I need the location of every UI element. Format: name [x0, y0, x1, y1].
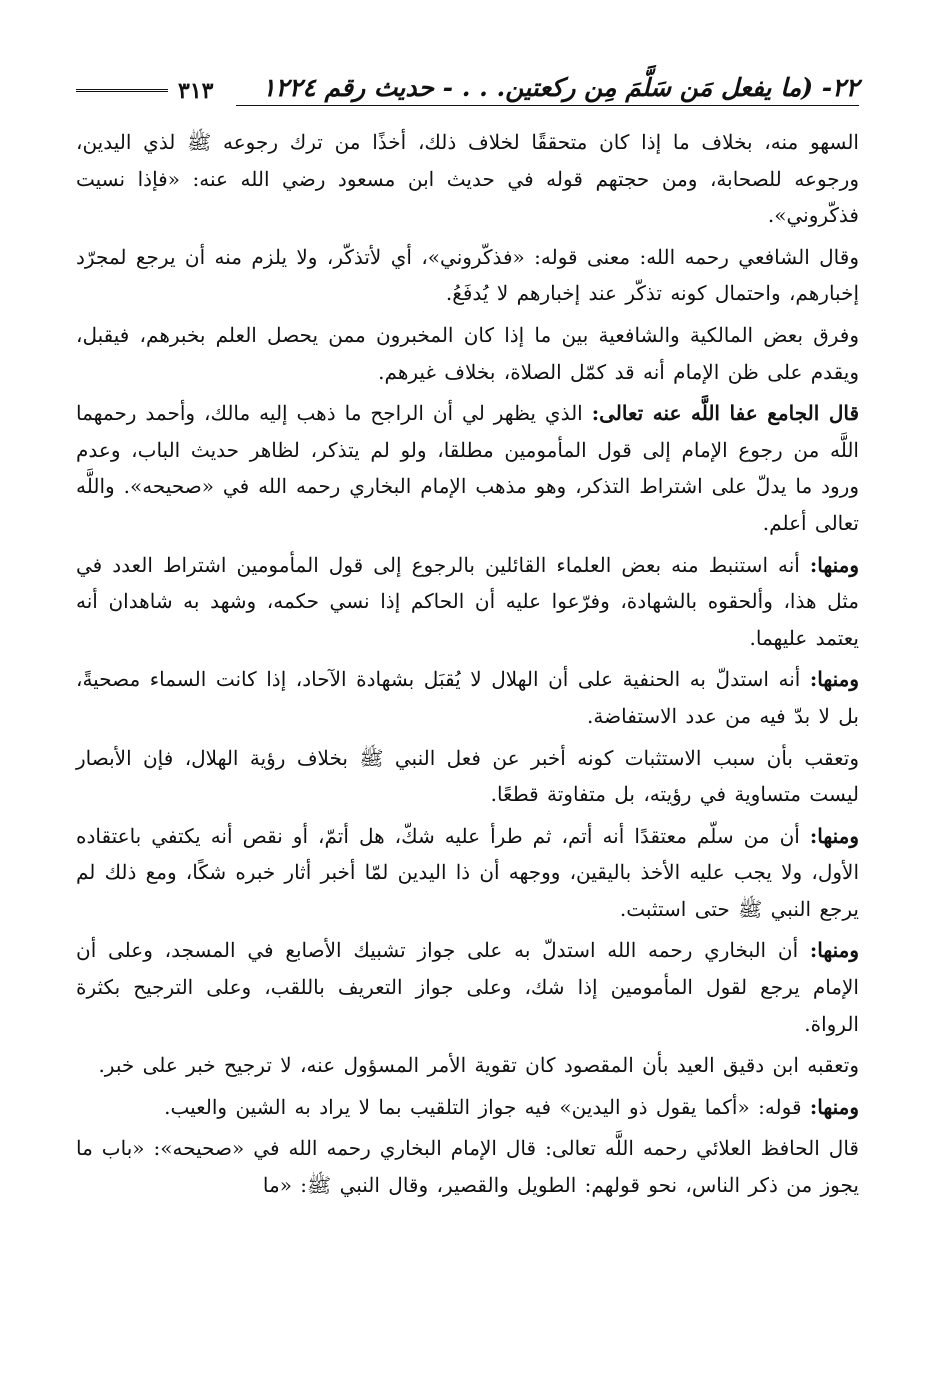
paragraph-lead: ومنها:	[809, 667, 859, 692]
paragraph-lead: قال الجامع عفا اللَّه عنه تعالى:	[591, 401, 859, 426]
paragraph-2: وقال الشافعي رحمه الله: معنى قوله: «فذكّروني»، أي لأتذكّر، ولا يلزم منه أن يرجع لمجرّد إخبارهم، واحتمال كونه تذكّر عند إخبارهم لا يُدفَعُ.	[76, 244, 859, 306]
paragraph-11: ومنها: قوله: «أكما يقول ذو اليدين» فيه جواز التلقيب بما لا يراد به الشين والعيب.	[164, 1094, 859, 1119]
paragraph-lead: ومنها:	[809, 552, 859, 577]
paragraph-6: ومنها: أنه استدلّ به الحنفية على أن الهلال لا يُقبَل بشهادة الآحاد، إذا كانت السماء مصحيةً، بل لا بدّ فيه من عدد الاستفاضة.	[76, 667, 859, 728]
chapter-title: ٢٢- (ما يفعل مَن سَلَّمَ مِن ركعتين. . . - حديث رقم ١٢٢٤	[262, 73, 859, 102]
page-number-rule	[76, 89, 168, 94]
paragraph-12: قال الحافظ العلائي رحمه اللَّه تعالى: قال الإمام البخاري رحمه الله في «صحيحه»: «باب ما يجوز من ذكر الناس، نحو قولهم: الطويل والقصير، وقال النبي ﷺ: «ما	[76, 1136, 859, 1198]
paragraph-8: ومنها: أن من سلّم معتقدًا أنه أتم، ثم طرأ عليه شكّ، هل أتمّ، أو نقص أنه يكتفي باعتقاده الأول، ولا يجب عليه الأخذ باليقين، ووجهه أن ذا اليدين لمّا أخبر أثار خبره شكًا، ومع ذلك لم يرجع النبي ﷺ حتى استثبت.	[76, 823, 859, 921]
page-body	[76, 124, 859, 1204]
page-number-group	[76, 80, 213, 102]
paragraph-3: وفرق بعض المالكية والشافعية بين ما إذا كان المخبرون ممن يحصل العلم بخبرهم، فيقبل، ويقدم على ظن الإمام أنه قد كمّل الصلاة، بخلاف غيرهم.	[76, 322, 859, 384]
paragraph-5: ومنها: أنه استنبط منه بعض العلماء القائلين بالرجوع إلى قول المأمومين اشتراط العدد في مثل هذا، وألحقوه بالشهادة، وفرّعوا عليه أن الحاكم إذا نسي حكمه، وشهد به شاهدان أنه يعتمد عليهما.	[76, 552, 859, 650]
paragraph-lead: ومنها:	[809, 823, 859, 848]
paragraph-1: السهو منه، بخلاف ما إذا كان متحققًا لخلاف ذلك، أخذًا من ترك رجوعه ﷺ لذي اليدين، ورجوعه للصحابة، ومن حجتهم قوله في حديث ابن مسعود رضي الله عنه: «فإذا نسيت فذكّروني».	[76, 130, 859, 228]
header-divider	[236, 105, 859, 106]
paragraph-7: وتعقب بأن سبب الاستثبات كونه أخبر عن فعل النبي ﷺ بخلاف رؤية الهلال، فإن الأبصار ليست متساوية في رؤيته، بل متفاوتة قطعًا.	[76, 745, 859, 807]
paragraph-lead: ومنها:	[809, 938, 859, 963]
running-header	[76, 58, 859, 104]
paragraph-9: ومنها: أن البخاري رحمه الله استدلّ به على جواز تشبيك الأصابع في المسجد، وعلى أن الإمام يرجع لقول المأمومين إذا شك، وعلى جواز التعريف باللقب، وعلى الترجيح بكثرة الرواة.	[76, 938, 859, 1036]
paragraph-4: قال الجامع عفا اللَّه عنه تعالى: الذي يظهر لي أن الراجح ما ذهب إليه مالك، وأحمد رحمهما اللَّه من رجوع الإمام إلى قول المأمومين مطلقا، ولو لم يتذكر، لظاهر حديث الباب، وعدم ورود ما يدلّ على اشتراط التذكر، وهو مذهب الإمام البخاري رحمه الله في «صحيحه». واللَّه تعالى أعلم.	[76, 401, 859, 535]
paragraph-lead: ومنها:	[809, 1094, 859, 1119]
paragraph-10: وتعقبه ابن دقيق العيد بأن المقصود كان تقوية الأمر المسؤول عنه، لا ترجيح خبر على خبر.	[98, 1053, 859, 1078]
page-number: ٣١٣	[178, 78, 214, 104]
